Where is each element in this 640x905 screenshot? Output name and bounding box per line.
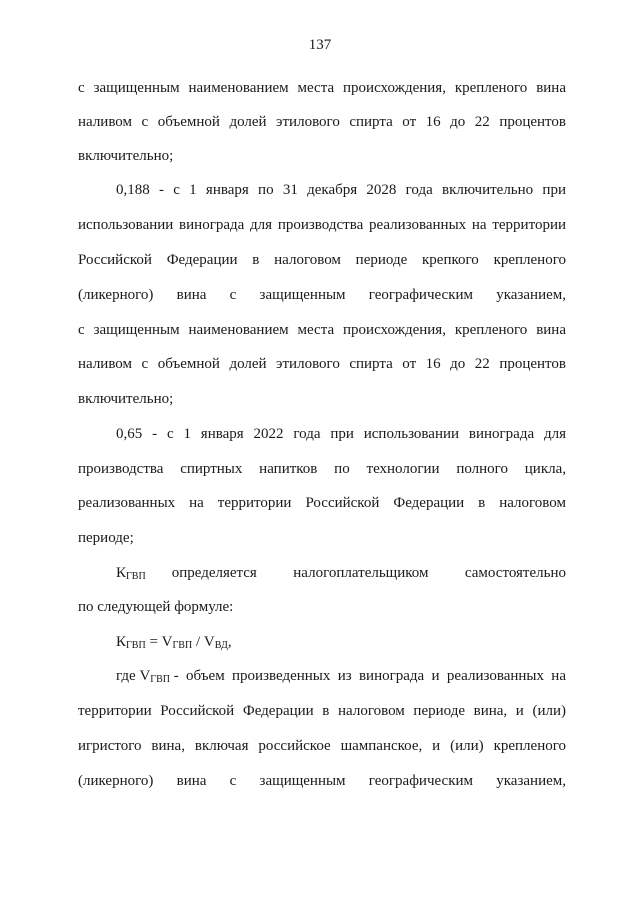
text-line: по следующей формуле: <box>78 599 234 615</box>
text-line: наливом с объемной долей этилового спирта от 16 до 22 процентов <box>78 114 566 130</box>
text-line: с защищенным наименованием места происхождения, крепленого вина <box>78 322 566 338</box>
text-line: реализованных на территории Российской Федерации в налоговом <box>78 495 566 511</box>
text-line: использовании винограда для производства реализованных на территории <box>78 217 566 233</box>
text-rest: - объем произведенных из винограда и реализованных на <box>173 668 566 684</box>
text-line: Российской Федерации в налоговом периоде крепкого крепленого <box>78 252 566 268</box>
text-line: с защищенным наименованием места происхождения, крепленого вина <box>78 80 566 96</box>
text-line: территории Российской Федерации в налоговом периоде вина, и (или) <box>78 703 566 719</box>
text-line: (ликерного) вина с защищенным географическим указанием, <box>78 287 566 303</box>
k-gvp-symbol: $К_{ГВП}$ <box>116 565 146 582</box>
text-line: (ликерного) вина с защищенным географическим указанием, <box>78 773 566 789</box>
text-line: наливом с объемной долей этилового спирта от 16 до 22 процентов <box>78 356 566 372</box>
where-label: где $V_{ГВП}$ <box>116 668 170 685</box>
formula: $К_{ГВП} = V_{ГВП} / V_{ВД}$, <box>116 634 232 651</box>
text-line: производства спиртных напитков по технологии полного цикла, <box>78 461 566 477</box>
text-line: включительно; <box>78 148 174 164</box>
page-number: 137 <box>308 37 332 53</box>
text-line: игристого вина, включая российское шампанское, и (или) крепленого <box>78 738 566 754</box>
paragraph-first-line: 0,188 - с 1 января по 31 декабря 2028 года включительно при <box>116 182 566 198</box>
text-line: периоде; <box>78 530 134 546</box>
paragraph-first-line <box>116 667 566 689</box>
text-line: включительно; <box>78 391 174 407</box>
paragraph-first-line <box>116 564 566 586</box>
paragraph-first-line: 0,65 - с 1 января 2022 года при использовании винограда для <box>116 426 566 442</box>
text-rest: определяется налогоплательщиком самостоятельно <box>171 565 566 581</box>
